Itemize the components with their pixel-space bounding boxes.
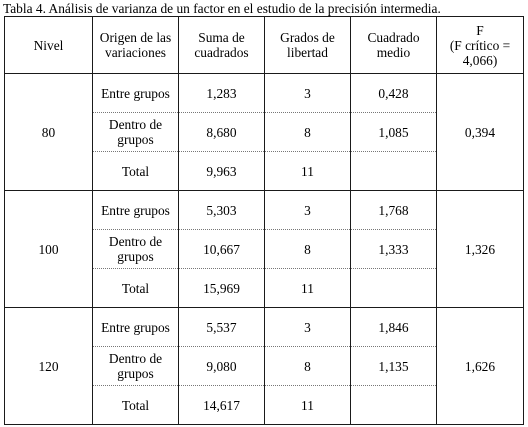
cell-origen: Entre grupos <box>93 191 179 230</box>
header-f-line3: 4,066) <box>462 52 498 68</box>
cell-suma: 5,303 <box>179 191 265 230</box>
table-caption: Tabla 4. Análisis de varianza de un factor en el estudio de la precisión intermedia. <box>3 1 441 16</box>
cell-origen: Total <box>93 386 179 425</box>
table-row <box>5 191 524 230</box>
cell-suma: 1,283 <box>179 74 265 113</box>
cell-cuadrado: 1,333 <box>351 230 437 269</box>
cell-suma: 14,617 <box>179 386 265 425</box>
cell-grados: 8 <box>265 230 351 269</box>
cell-cuadrado: 1,135 <box>351 347 437 386</box>
cell-f: 1,326 <box>437 191 524 308</box>
cell-grados: 3 <box>265 191 351 230</box>
cell-origen: Dentro de grupos <box>93 347 179 386</box>
cell-origen: Entre grupos <box>93 308 179 347</box>
cell-origen: Entre grupos <box>93 74 179 113</box>
cell-grados: 8 <box>265 113 351 152</box>
cell-grados: 11 <box>265 269 351 308</box>
cell-suma: 9,080 <box>179 347 265 386</box>
cell-cuadrado: 0,428 <box>351 74 437 113</box>
cell-origen: Total <box>93 269 179 308</box>
header-cuadrado: Cuadrado medio <box>351 17 437 74</box>
cell-suma: 15,969 <box>179 269 265 308</box>
cell-f: 1,626 <box>437 308 524 425</box>
cell-nivel: 120 <box>5 308 93 425</box>
header-f <box>437 17 524 74</box>
cell-grados: 11 <box>265 386 351 425</box>
header-f-line1: F <box>476 22 484 38</box>
header-nivel: Nivel <box>5 17 93 74</box>
table-row <box>5 74 524 113</box>
cell-cuadrado: 1,846 <box>351 308 437 347</box>
cell-origen: Dentro de grupos <box>93 113 179 152</box>
cell-f: 0,394 <box>437 74 524 191</box>
cell-origen: Total <box>93 152 179 191</box>
cell-origen: Dentro de grupos <box>93 230 179 269</box>
table-body <box>5 74 524 425</box>
cell-suma: 8,680 <box>179 113 265 152</box>
header-origen: Origen de las variaciones <box>93 17 179 74</box>
cell-suma: 5,537 <box>179 308 265 347</box>
cell-grados: 3 <box>265 308 351 347</box>
cell-grados: 3 <box>265 74 351 113</box>
cell-grados: 11 <box>265 152 351 191</box>
cell-cuadrado: 1,085 <box>351 113 437 152</box>
cell-cuadrado <box>351 152 437 191</box>
cell-suma: 10,667 <box>179 230 265 269</box>
cell-nivel: 80 <box>5 74 93 191</box>
table-header <box>5 17 524 74</box>
cell-nivel: 100 <box>5 191 93 308</box>
table-row <box>5 308 524 347</box>
header-grados: Grados de libertad <box>265 17 351 74</box>
cell-cuadrado: 1,768 <box>351 191 437 230</box>
cell-grados: 8 <box>265 347 351 386</box>
header-f-line2: (F crítico = <box>449 37 511 53</box>
header-row <box>5 17 524 74</box>
cell-suma: 9,963 <box>179 152 265 191</box>
cell-cuadrado <box>351 269 437 308</box>
header-suma: Suma de cuadrados <box>179 17 265 74</box>
anova-table <box>4 16 524 425</box>
cell-cuadrado <box>351 386 437 425</box>
